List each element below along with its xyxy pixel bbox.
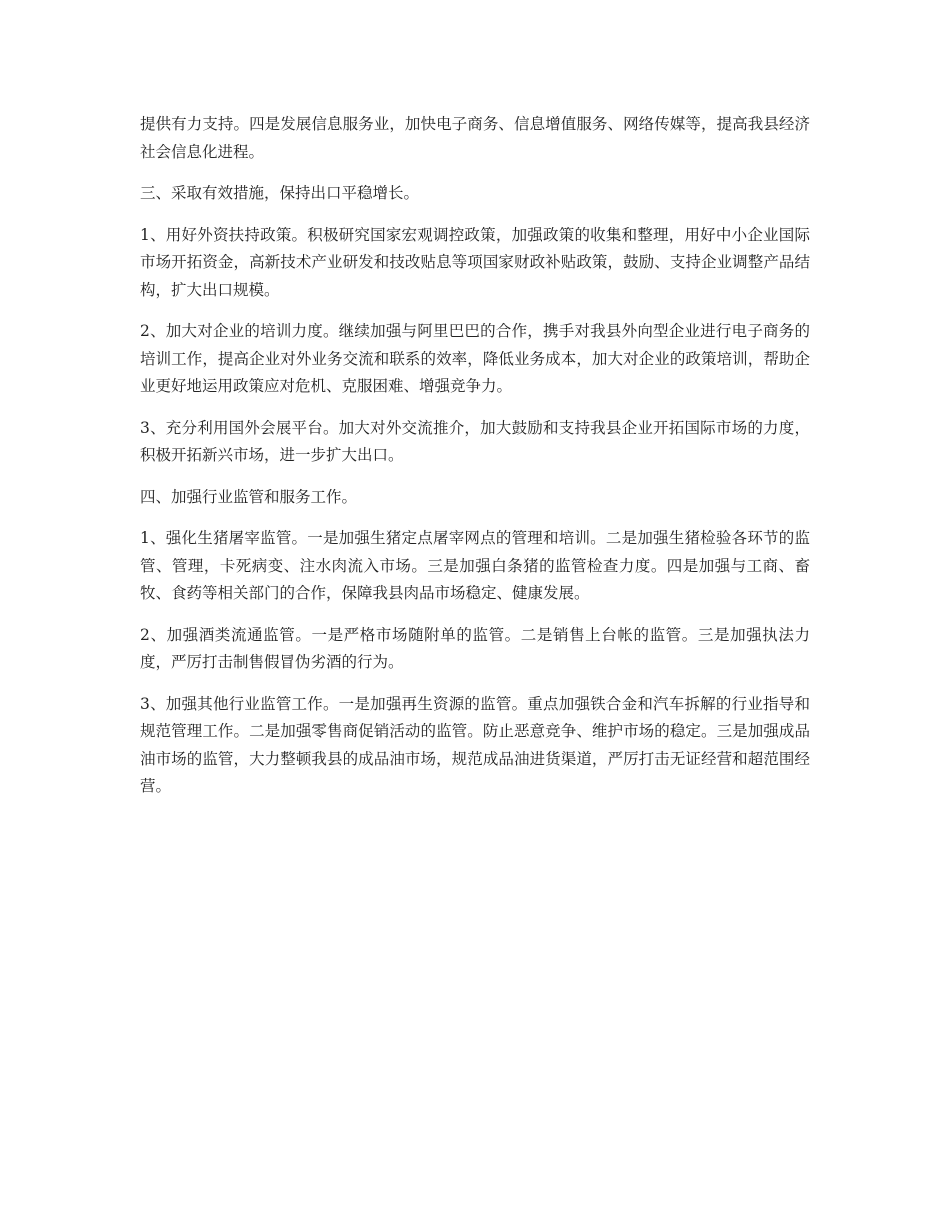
paragraph-4-1: 1、强化生猪屠宰监管。一是加强生猪定点屠宰网点的管理和培训。二是加强生猪检验各环节的监管、管理，卡死病变、注水肉流入市场。三是加强白条猪的监管检查力度。四是加强与工商、畜牧、食药等相关部门的合作，保障我县肉品市场稳定、健康发展。 [140,529,810,602]
paragraph-4-3: 3、加强其他行业监管工作。一是加强再生资源的监管。重点加强铁合金和汽车拆解的行业指导和规范管理工作。二是加强零售商促销活动的监管。防止恶意竞争、维护市场的稳定。三是加强成品油市场的监管，大力整顿我县的成品油市场，规范成品油进货渠道，严厉打击无证经营和超范围经营。 [140,694,810,795]
section-heading-3: 三、采取有效措施，保持出口平稳增长。 [140,184,420,202]
paragraph-3-3: 3、充分利用国外会展平台。加大对外交流推介，加大鼓励和支持我县企业开拓国际市场的力度，积极开拓新兴市场，进一步扩大出口。 [140,418,810,464]
document-body [140,111,810,815]
paragraph-3-1: 1、用好外资扶持政策。积极研究国家宏观调控政策，加强政策的收集和整理，用好中小企业国际市场开拓资金，高新技术产业研发和技改贴息等项国家财政补贴政策，鼓励、支持企业调整产品结构，扩大出口规模。 [140,225,810,299]
paragraph-continuation: 提供有力支持。四是发展信息服务业，加快电子商务、信息增值服务、网络传媒等，提高我县经济社会信息化进程。 [140,115,810,161]
paragraph-4-2: 2、加强酒类流通监管。一是严格市场随附单的监管。二是销售上台帐的监管。三是加强执法力度，严厉打击制售假冒伪劣酒的行为。 [140,625,810,671]
paragraph-3-2: 2、加大对企业的培训力度。继续加强与阿里巴巴的合作，携手对我县外向型企业进行电子商务的培训工作，提高企业对外业务交流和联系的效率，降低业务成本，加大对企业的政策培训，帮助企业更好地运用政策应对危机、克服困难、增强竞争力。 [140,322,810,395]
section-heading-4: 四、加强行业监管和服务工作。 [140,487,358,506]
